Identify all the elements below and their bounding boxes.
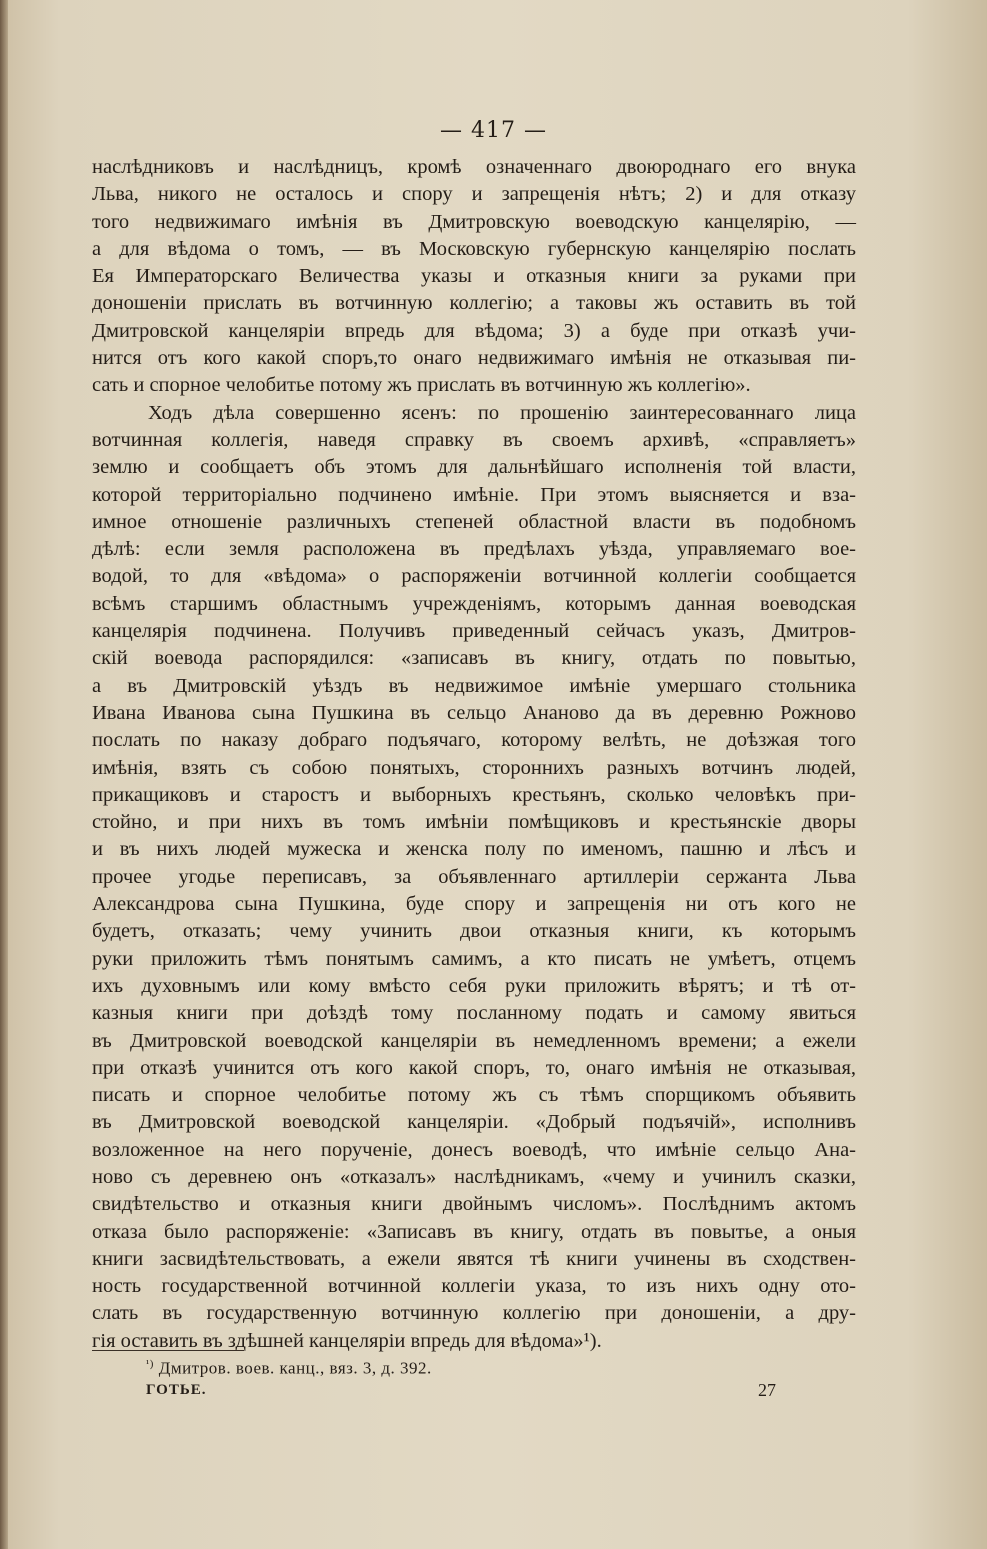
body-text: [92, 154, 856, 1355]
text-line: возложенное на него порученіе, донесъ воеводѣ, что имѣніе сельцо Ана-: [92, 1138, 856, 1161]
text-line: Ходъ дѣла совершенно ясенъ: по прошенію заинтересованнаго лица: [148, 401, 856, 424]
text-line: а для вѣдома о томъ, — въ Московскую губернскую канцелярію послать: [92, 237, 856, 260]
text-line: имѣнія, взять съ собою понятыхъ, стороннихъ разныхъ вотчинъ людей,: [92, 756, 856, 779]
text-line: канцелярія подчинена. Получивъ приведенный сейчасъ указъ, Дмитров-: [92, 620, 856, 643]
text-line: землю и сообщаетъ объ этомъ для дальнѣйшаго исполненія той власти,: [92, 456, 856, 479]
text-line: всѣмъ старшимъ областнымъ учрежденіямъ, которымъ данная воеводская: [92, 592, 856, 615]
text-line: Александрова сына Пушкина, буде спору и запрещенія ни отъ кого не: [92, 893, 856, 916]
footnote-marker: ¹): [146, 1358, 154, 1370]
text-line: нится отъ кого какой споръ,то онаго недвижимаго имѣнія не отказывая пи-: [92, 347, 856, 370]
text-line: стойно, и при нихъ въ томъ имѣніи помѣщиковъ и крестьянскіе дворы: [92, 811, 856, 834]
text-line: послать по наказу добраго подъячаго, которому велѣть, не доѣзжая того: [92, 729, 856, 752]
text-line: въ Дмитровской воеводской канцеляріи. «Добрый подъячій», исполнивъ: [92, 1111, 856, 1134]
text-line: казныя книги при доѣздѣ тому посланному подать и самому явиться: [92, 1002, 856, 1025]
footnote-text: Дмитров. воев. канц., вяз. 3, д. 392.: [158, 1358, 432, 1378]
text-line: писать и спорное челобитье потому жъ съ тѣмъ спорщикомъ объявить: [92, 1084, 856, 1107]
text-line: и въ нихъ людей мужеска и женска полу по именомъ, пашню и лѣсъ и: [92, 838, 856, 861]
text-line: будетъ, отказать; чему учинить двои отказныя книги, къ которымъ: [92, 920, 856, 943]
text-line: имное отношеніе различныхъ степеней областной власти въ подобномъ: [92, 510, 856, 533]
text-line: скій воевода распорядился: «записавъ въ книгу, отдать по повытью,: [92, 647, 856, 670]
text-line: Ея Императорскаго Величества указы и отказныя книги за руками при: [92, 265, 856, 288]
text-line: Дмитровской канцеляріи впредь для вѣдома; 3) а буде при отказѣ учи-: [92, 319, 856, 342]
text-line: доношеніи прислать въ вотчинную коллегію; а таковы жъ оставить въ той: [92, 292, 856, 315]
text-line: Льва, никого не осталось и спору и запрещенія нѣтъ; 2) и для отказу: [92, 183, 856, 206]
footnote: [146, 1358, 432, 1379]
text-line: ново съ деревнею онъ «отказалъ» наслѣдникамъ, «чему и учинилъ сказки,: [92, 1165, 856, 1188]
book-spine-edge: [0, 0, 8, 1549]
text-line: свидѣтельство и отказныя книги двойнымъ числомъ». Послѣднимъ актомъ: [92, 1193, 856, 1216]
text-line: того недвижимаго имѣнія въ Дмитровскую воеводскую канцелярію, —: [92, 210, 856, 233]
text-line: ность государственной вотчинной коллегіи указа, то изъ нихъ одну ото-: [92, 1275, 856, 1298]
text-line: которой территоріально подчинено имѣніе. При этомъ выясняется и вза-: [92, 483, 856, 506]
text-line: слать въ государственную вотчинную коллегію при доношеніи, а дру-: [92, 1302, 856, 1325]
text-line: а въ Дмитровскій уѣздъ въ недвижимое имѣніе умершаго стольника: [92, 674, 856, 697]
text-line: дѣлѣ: если земля расположена въ предѣлахъ уѣзда, управляемаго вое-: [92, 538, 856, 561]
text-line: наслѣдниковъ и наслѣдницъ, кромѣ означеннаго двоюроднаго его внука: [92, 156, 856, 178]
text-line: водой, то для «вѣдома» о распоряженіи вотчинной коллегіи сообщается: [92, 565, 856, 588]
text-line: прикащиковъ и старостъ и выборныхъ крестьянъ, сколько человѣкъ при-: [92, 783, 856, 806]
sheet-number: 27: [758, 1380, 776, 1400]
page-number: — 417 —: [440, 118, 547, 143]
footnote-divider: [92, 1350, 244, 1351]
text-line: гія оставить въ здѣшней канцеляріи впредь для вѣдома»¹).: [92, 1329, 602, 1352]
text-line: при отказѣ учинится отъ кого какой споръ, то, онаго имѣнія не отказывая,: [92, 1056, 856, 1079]
text-line: прочее угодье переписавъ, за объявленнаго артиллеріи сержанта Льва: [92, 865, 856, 888]
text-line: вотчинная коллегія, наведя справку въ своемъ архивѣ, «справляетъ»: [92, 428, 856, 451]
text-line: сать и спорное челобитье потому жъ прислать въ вотчинную жъ коллегію».: [92, 374, 751, 397]
text-line: книги засвидѣтельствовать, а ежели явятся тѣ книги учинены въ сходствен-: [92, 1247, 856, 1270]
text-line: ихъ духовнымъ или кому вмѣсто себя руки приложить вѣрятъ; и тѣ от-: [92, 974, 856, 997]
printer-signature: ГОТЬЕ.: [146, 1382, 207, 1398]
text-line: въ Дмитровской воеводской канцеляріи въ немедленномъ времени; а ежели: [92, 1029, 856, 1052]
text-line: отказа было распоряженіе: «Записавъ въ книгу, отдать въ повытье, а оныя: [92, 1220, 856, 1243]
text-line: Ивана Иванова сына Пушкина въ сельцо Ананово да въ деревню Рожново: [92, 701, 856, 724]
text-line: руки приложить тѣмъ понятымъ самимъ, а кто писать не умѣетъ, отцемъ: [92, 947, 856, 970]
